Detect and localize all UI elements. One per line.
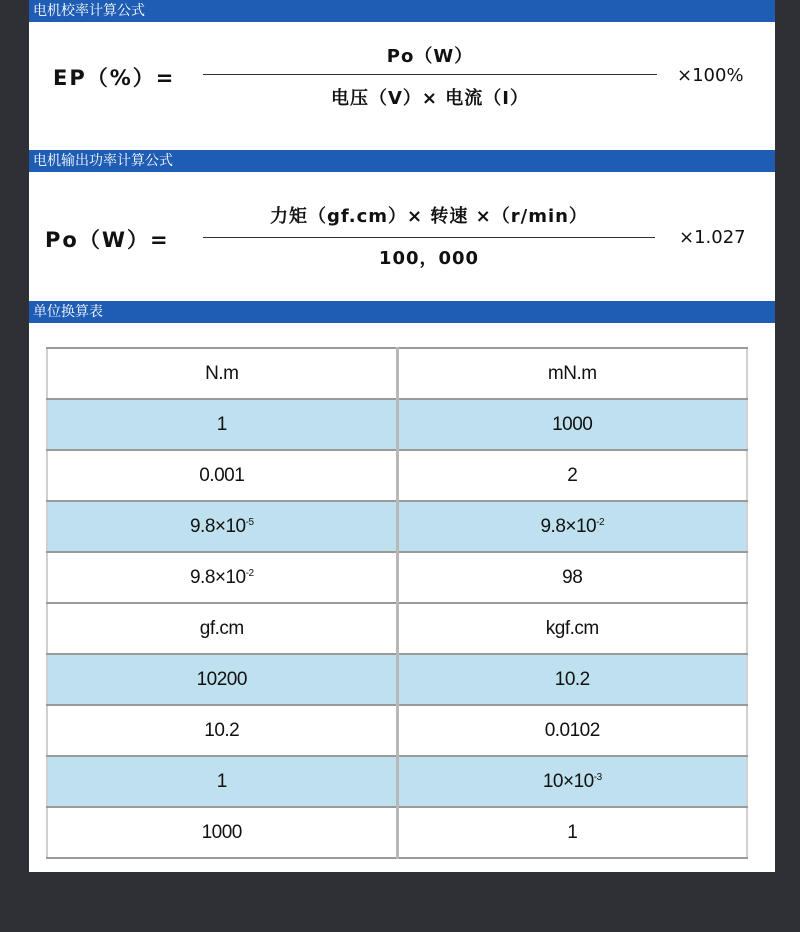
table-cell-left <box>47 807 397 858</box>
cell-exponent: -3 <box>593 771 602 783</box>
power-lhs: Po（W）= <box>45 228 170 252</box>
table-cell-right <box>397 807 747 858</box>
power-numerator: 力矩（gf.cm）× 转速 ×（r/min） <box>270 206 588 227</box>
section-title-efficiency: 电机校率计算公式 <box>29 0 775 22</box>
table-cell-right <box>397 399 747 450</box>
cell-exponent: -2 <box>245 567 254 579</box>
table-cell-right <box>397 654 747 705</box>
table-cell-right <box>397 552 747 603</box>
cell-value: gf.cm <box>199 617 244 639</box>
cell-value: 1 <box>567 821 578 843</box>
table-cell-right <box>397 501 747 552</box>
table-row <box>47 705 747 756</box>
table-cell-left <box>47 348 397 399</box>
cell-value: 0.001 <box>199 464 245 486</box>
table-row <box>47 501 747 552</box>
table-cell-left <box>47 603 397 654</box>
cell-value: N.m <box>205 362 239 384</box>
table-row <box>47 654 747 705</box>
power-formula <box>29 172 775 300</box>
cell-exponent: -2 <box>596 516 605 528</box>
table-cell-right <box>397 756 747 807</box>
efficiency-multiplier: ×100% <box>677 65 744 86</box>
cell-value: 2 <box>567 464 578 486</box>
table-cell-left <box>47 399 397 450</box>
cell-value: 9.8×10 <box>540 515 597 537</box>
power-fraction-line <box>203 237 655 238</box>
table-cell-right <box>397 603 747 654</box>
cell-value: 1000 <box>552 413 593 435</box>
power-denominator: 100，000 <box>378 248 480 269</box>
cell-value: 98 <box>562 566 583 588</box>
table-cell-left <box>47 705 397 756</box>
cell-value: 10.2 <box>204 719 240 741</box>
table-cell-left <box>47 501 397 552</box>
efficiency-numerator: Po（W） <box>386 46 474 67</box>
power-multiplier: ×1.027 <box>679 227 746 248</box>
table-row <box>47 450 747 501</box>
table-cell-right <box>397 450 747 501</box>
cell-value: 10200 <box>196 668 247 690</box>
cell-value: mN.m <box>547 362 597 384</box>
cell-value: 10×10 <box>542 770 594 792</box>
table-row <box>47 603 747 654</box>
unit-conversion-table <box>46 347 748 859</box>
cell-value: 9.8×10 <box>189 566 246 588</box>
cell-value: 1 <box>216 770 227 792</box>
cell-value: kgf.cm <box>545 617 599 639</box>
cell-exponent: -5 <box>245 516 254 528</box>
section-title-power: 电机输出功率计算公式 <box>29 150 775 172</box>
cell-value: 1000 <box>201 821 242 843</box>
cell-value: 0.0102 <box>544 719 600 741</box>
efficiency-formula <box>29 22 775 150</box>
table-cell-right <box>397 705 747 756</box>
cell-value: 1 <box>216 413 227 435</box>
cell-value: 9.8×10 <box>189 515 246 537</box>
table-cell-right <box>397 348 747 399</box>
table-row <box>47 348 747 399</box>
table-row <box>47 807 747 858</box>
efficiency-fraction-line <box>203 74 657 75</box>
table-cell-left <box>47 450 397 501</box>
table-row <box>47 399 747 450</box>
efficiency-denominator: 电压（V）× 电流（I） <box>331 88 529 109</box>
table-row <box>47 756 747 807</box>
section-title-units: 单位换算表 <box>29 301 775 323</box>
cell-value: 10.2 <box>554 668 590 690</box>
table-cell-left <box>47 756 397 807</box>
table-row <box>47 552 747 603</box>
efficiency-lhs: EP（%）= <box>53 66 176 90</box>
table-cell-left <box>47 654 397 705</box>
table-cell-left <box>47 552 397 603</box>
